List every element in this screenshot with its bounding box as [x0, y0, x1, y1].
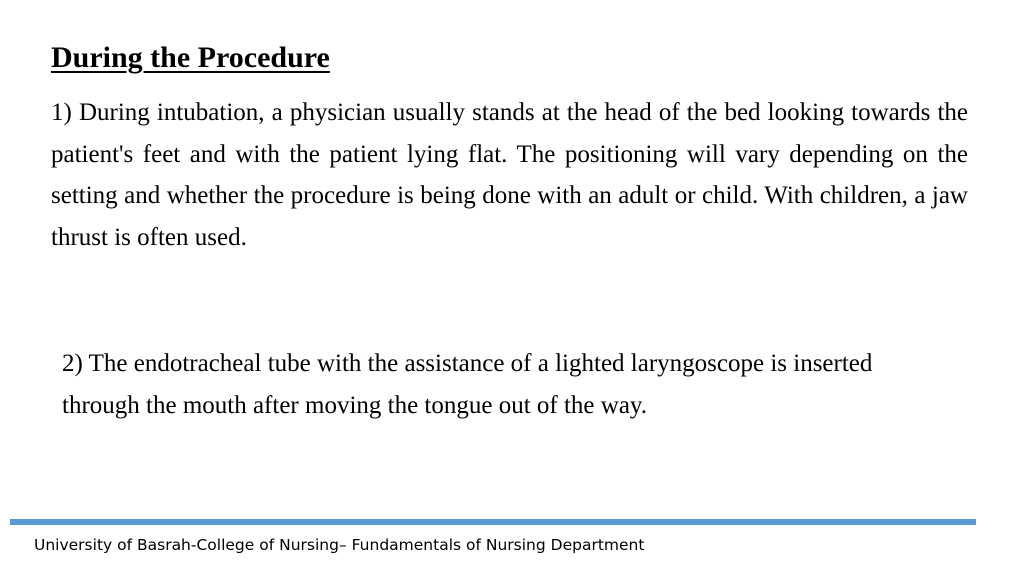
footer-institution: University of Basrah-College of Nursing– Fundamentals of Nursing Department [34, 536, 645, 554]
paragraph-intubation-positioning: 1) During intubation, a physician usually stands at the head of the bed looking towards the patient's feet and with the patient lying flat. The positioning will vary depending on the setting and whether the procedure is being done with an adult or child. With children, a jaw thrust is often used. [51, 99, 968, 251]
footer-divider [10, 519, 976, 525]
slide-title: During the Procedure [51, 41, 330, 74]
paragraph-endotracheal-tube: 2) The endotracheal tube with the assistance of a lighted laryngoscope is inserted through the mouth after moving the tongue out of the way. [62, 350, 873, 419]
